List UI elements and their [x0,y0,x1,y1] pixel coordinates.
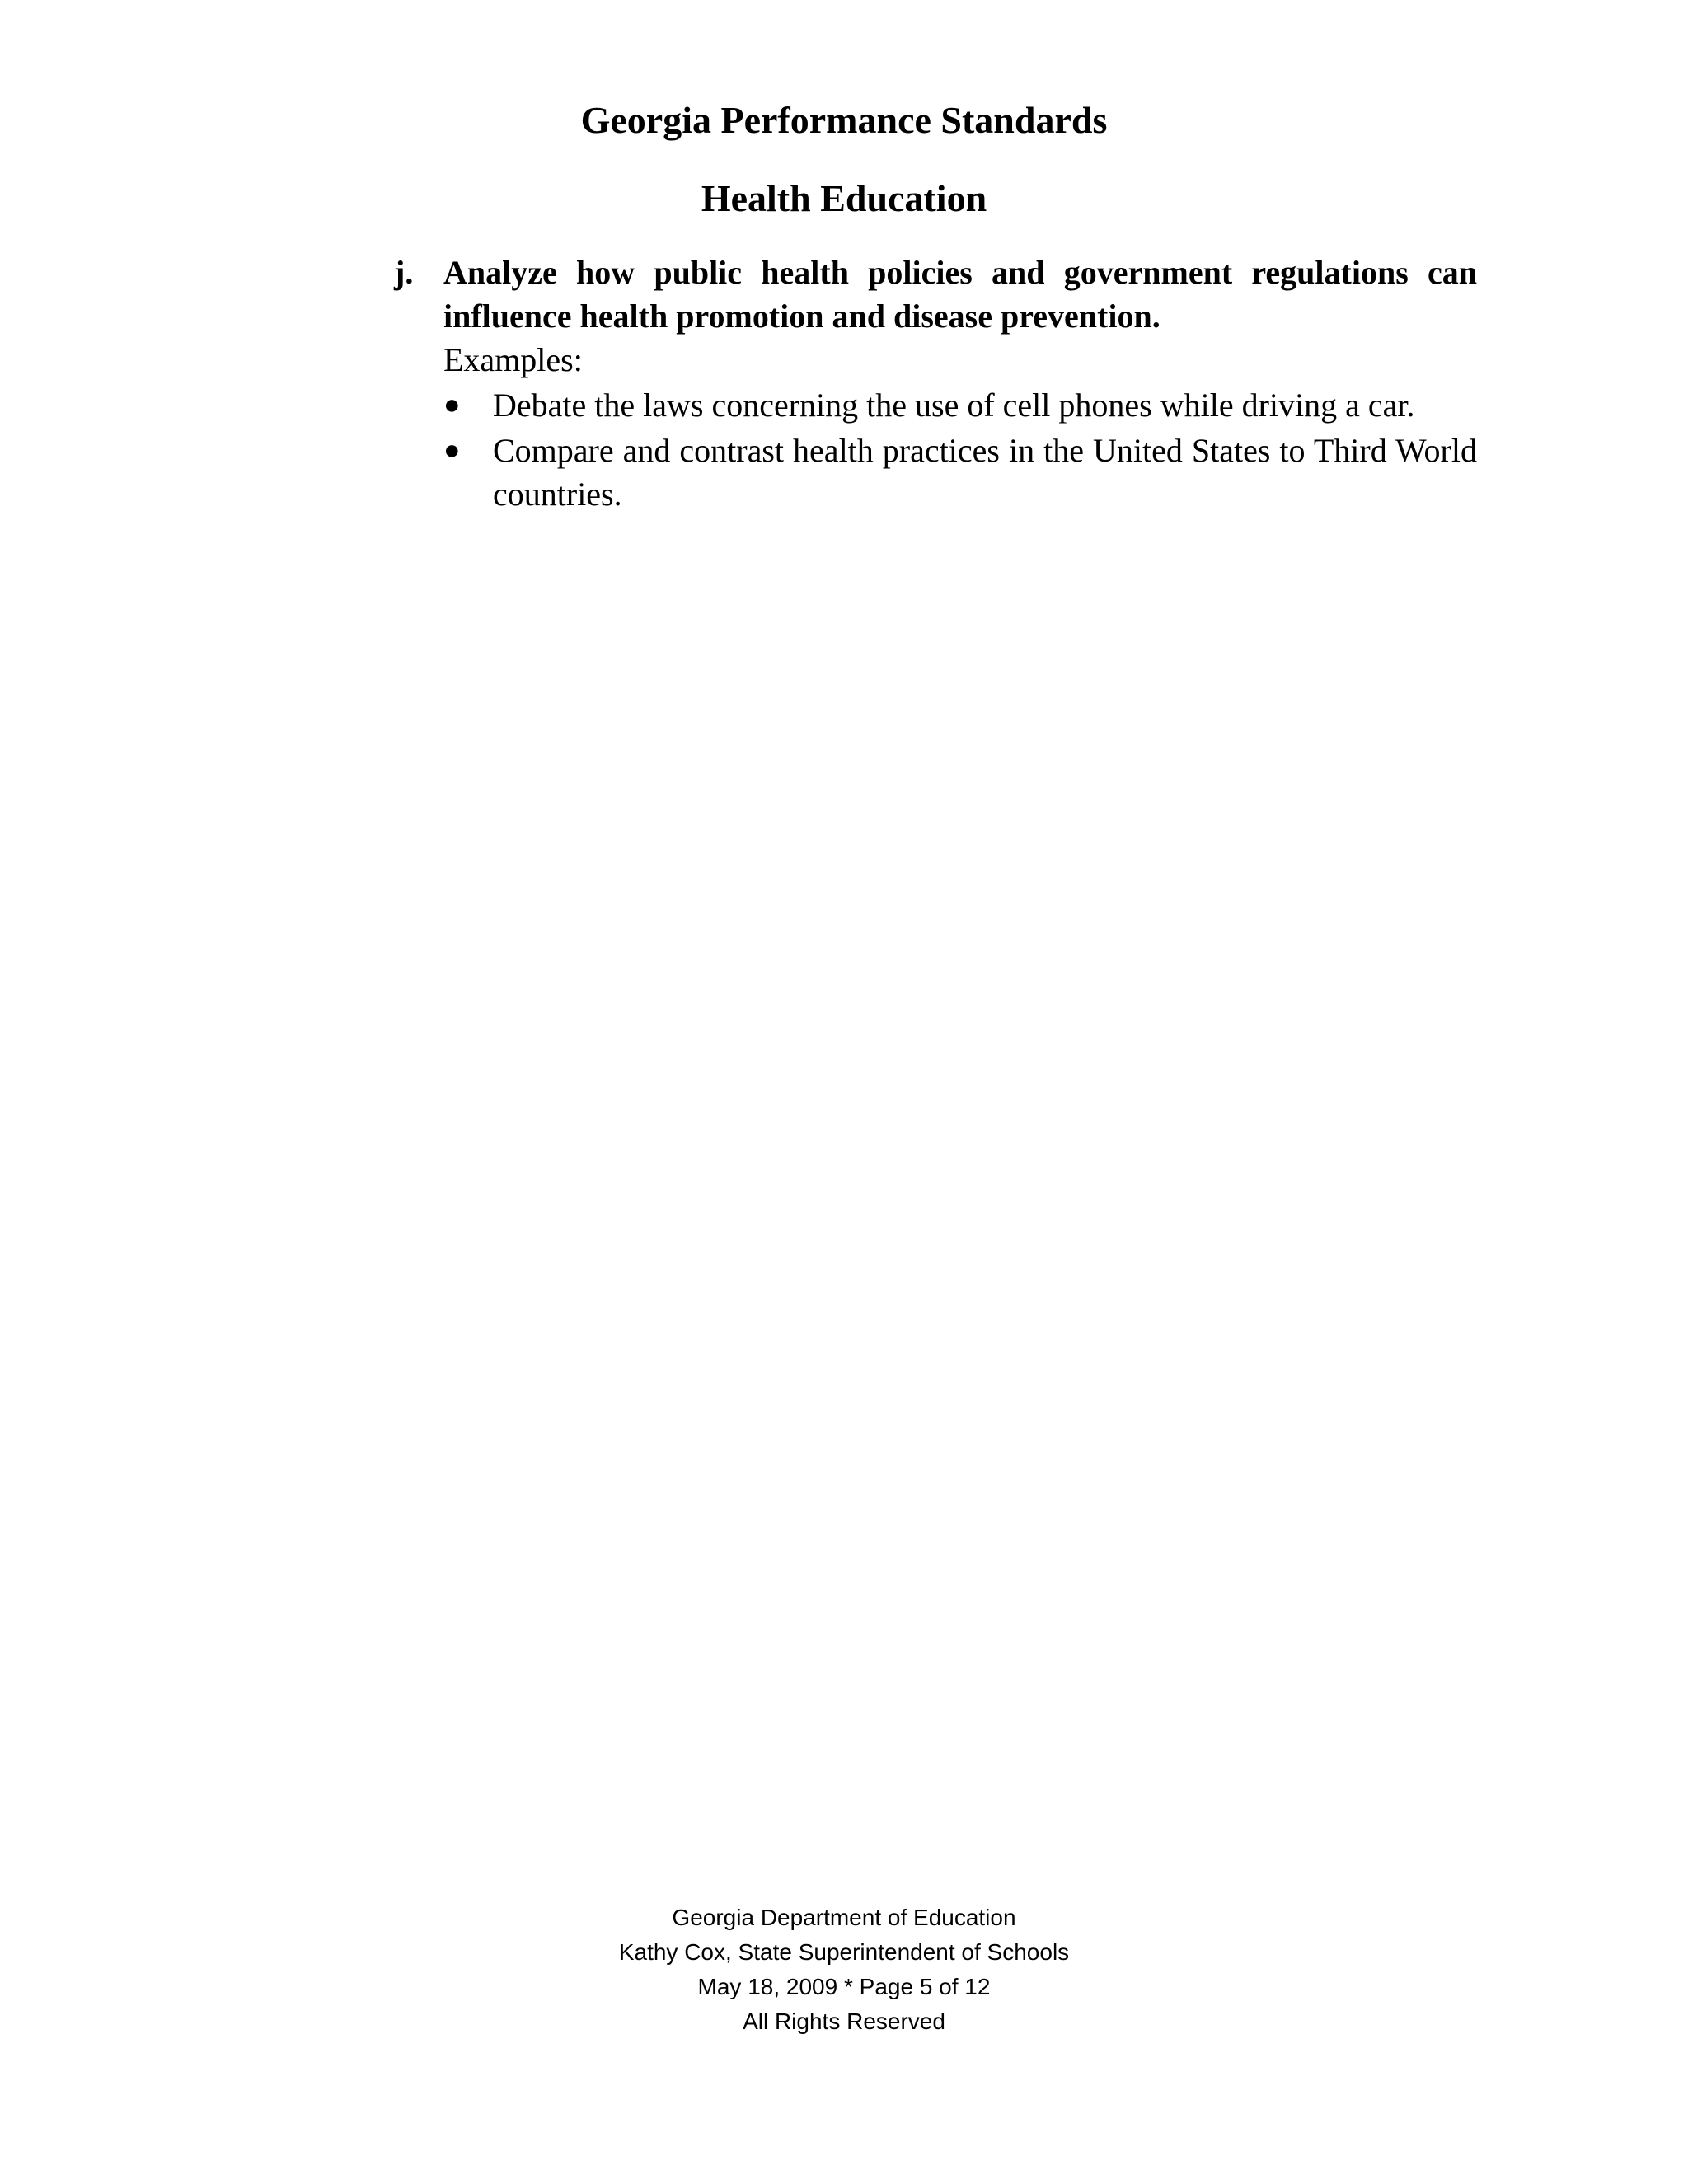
footer-department: Georgia Department of Education [672,1905,1016,1930]
example-text: Compare and contrast health practices in the United States to Third World countries. [493,432,1477,513]
page-footer [0,1900,1688,2039]
example-text: Debate the laws concerning the use of cell phones while driving a car. [493,387,1415,424]
list-item [443,429,1477,516]
footer-rights: All Rights Reserved [743,2008,945,2034]
footer-superintendent: Kathy Cox, State Superintendent of Schools [618,1939,1070,1965]
page-subtitle: Health Education [701,177,987,219]
standard-item [394,251,1477,516]
footer-date-page: May 18, 2009 * Page 5 of 12 [697,1974,991,1999]
examples-label: Examples: [443,341,583,378]
bullet-icon: ● [443,435,461,466]
bullet-icon: ● [443,390,461,420]
standard-letter: j. [394,254,414,291]
page-title: Georgia Performance Standards [580,99,1108,141]
list-item [443,383,1477,427]
standard-body [443,251,1477,516]
standard-heading: Analyze how public health policies and government regulations can influence health promotion and disease prevention. [443,254,1477,335]
example-list [443,383,1477,516]
